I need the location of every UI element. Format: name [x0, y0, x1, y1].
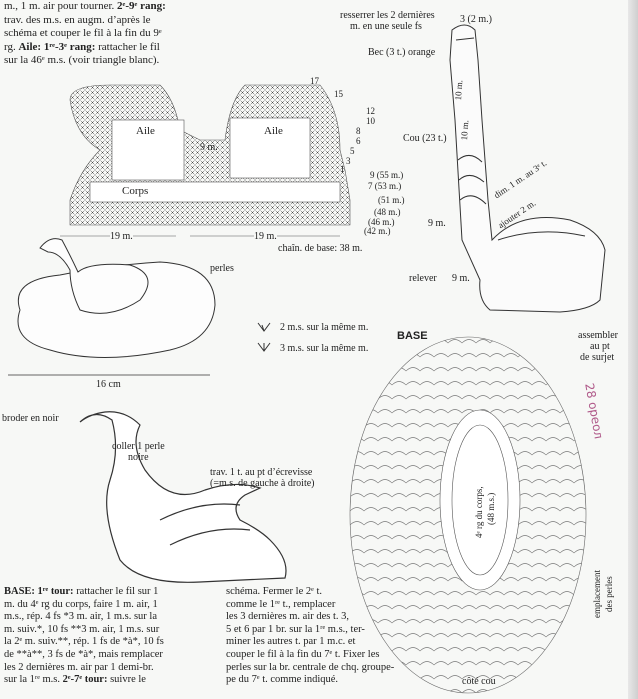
text-line: la 2ᵉ m. suiv.**, rép. 1 fs de *à*, 10 fs — [4, 636, 164, 648]
intro-heading: 2ᵉ-9ᵉ rang: — [117, 0, 166, 12]
text-line: miner les autres t. par 1 m.c. et — [226, 636, 356, 648]
tighten-label: m. en une seule fs — [350, 21, 422, 32]
row-number: 1 — [340, 164, 345, 174]
pearls-label: perles — [210, 263, 234, 274]
row-stitches: (46 m.) — [368, 217, 395, 227]
row-stitches: 9 (55 m.) — [370, 170, 404, 180]
row-number: 17 — [310, 76, 319, 86]
page-edge — [628, 0, 638, 699]
base-instructions-mid — [226, 586, 396, 687]
assemble-label: de surjet — [580, 352, 615, 363]
neck-count: 10 m. — [453, 79, 465, 101]
legend-symbols — [258, 323, 270, 351]
round-heading: 2ᵉ-7ᵉ tour: — [62, 674, 108, 686]
intro-line: m., 1 m. air pour tourner. — [4, 0, 115, 12]
text-line: de **à**, 3 fs de *à*, mais remplacer — [4, 648, 163, 660]
text-line: m.s., rép. 4 fs *3 m. air, 1 m.s. sur la — [4, 611, 157, 623]
work-label: trav. 1 t. au pt d’écrevisse — [210, 467, 313, 478]
dim-label: dim. 1 m. au 3ᵉ t. — [492, 157, 549, 201]
text-line: comme le 1ʳᵉ t., remplacer — [226, 598, 336, 610]
wing-label: Aile — [264, 125, 283, 137]
text-line: sur la 1ʳᵉ m.s. — [4, 674, 61, 686]
beak-label: Bec (3 t.) orange — [368, 47, 436, 58]
tighten-label: resserrer les 2 dernières — [340, 10, 435, 21]
nine-label: 9 m. — [428, 218, 446, 229]
raise-label: relever — [409, 273, 437, 284]
base-chain-label: chaîn. de base: 38 m. — [278, 243, 363, 254]
intro-paragraph — [4, 0, 216, 68]
base-heading: BASE: 1ʳᵉ tour: — [4, 586, 74, 597]
neck-label: Cou (23 t.) — [403, 133, 447, 144]
intro-line: sur la 46ᵉ m.s. (voir triangle blanc). — [4, 54, 160, 66]
text-line: pe du 7ᵉ t. comme indiqué. — [226, 674, 339, 686]
assemble-label: assembler — [578, 330, 618, 341]
text-line: les 2 dernières m. air par 1 demi-br. — [4, 661, 154, 673]
neck-count: 10 m. — [459, 119, 471, 141]
tray-width: 16 cm — [96, 379, 121, 390]
legend-item: 3 m.s. sur la même m. — [280, 343, 369, 354]
row-number: 15 — [334, 89, 343, 99]
text-line: les 3 dernières m. air des t. 3, — [226, 611, 350, 623]
handwritten-note: 28 ореол — [582, 382, 606, 441]
row-stitches: (42 m.) — [364, 226, 391, 236]
raise-count: 9 m. — [452, 273, 470, 284]
intro-heading: Aile: 1ʳᵉ-3ᵉ rang: — [18, 40, 96, 53]
row-number: 3 — [346, 156, 351, 166]
tray-drawing — [8, 239, 215, 375]
pearl-place-label: emplacement — [592, 570, 602, 618]
row-number: 12 — [366, 106, 375, 116]
work-label: (=m.s. de gauche à droite) — [210, 478, 315, 489]
intro-line: trav. des m.s. en augm. d’après le — [4, 13, 151, 26]
text-line: m. du 4ᵉ rg du corps, faire 1 m. air, 1 — [4, 598, 158, 610]
text-line: rattacher le fil sur 1 — [76, 586, 159, 597]
swan-flat-drawing — [80, 412, 286, 583]
row-stitches: 7 (53 m.) — [368, 181, 402, 191]
text-line: suivre le — [110, 674, 146, 686]
center-label: 4ᵉ rg du corps, — [474, 486, 484, 538]
row-number: 5 — [350, 146, 355, 156]
pearl-label: coller 1 perle — [112, 441, 165, 452]
text-line: 5 et 6 par 1 br. sur la 1ʳᵉ m.s., ter- — [226, 623, 365, 635]
center-label: (48 m.s.) — [486, 492, 496, 525]
row-stitches: (51 m.) — [378, 195, 405, 205]
assemble-label: au pt — [590, 341, 610, 352]
right-width: 19 m. — [254, 231, 277, 242]
row-number: 10 — [366, 116, 375, 126]
pearl-label: noire — [128, 452, 149, 463]
text-line: perles sur la br. centrale de chq. groupe- — [226, 661, 395, 673]
pearl-place-label: des perles — [604, 576, 614, 612]
intro-line: rattacher le fil — [98, 40, 160, 53]
mid-stitch-count: 9 m. — [200, 142, 218, 153]
legend-item: 2 m.s. sur la même m. — [280, 322, 369, 333]
add-label: ajouter 2 m. — [496, 197, 538, 231]
text-line: m. suiv.*, 10 fs **3 m. air, 1 m.s. sur — [4, 623, 160, 635]
left-width: 19 m. — [110, 231, 133, 242]
side-label: côté cou — [462, 676, 496, 687]
wing-label: Aile — [136, 125, 155, 137]
text-line: couper le fil à la fin du 7ᵉ t. Fixer les — [226, 648, 380, 660]
text-line: schéma. Fermer le 2ᵉ t. — [226, 586, 322, 597]
intro-line: schéma et couper le fil à la fin du 9ᵉ — [4, 27, 162, 39]
intro-line: rg. — [4, 40, 16, 53]
top-count: 3 (2 m.) — [460, 14, 492, 25]
base-title: BASE — [397, 330, 428, 342]
embroider-label: broder en noir — [2, 413, 59, 424]
body-label: Corps — [122, 185, 149, 197]
row-number: 6 — [356, 136, 361, 146]
row-number: 8 — [356, 126, 361, 136]
base-instructions-left — [4, 586, 222, 687]
row-stitches: (48 m.) — [374, 207, 401, 217]
